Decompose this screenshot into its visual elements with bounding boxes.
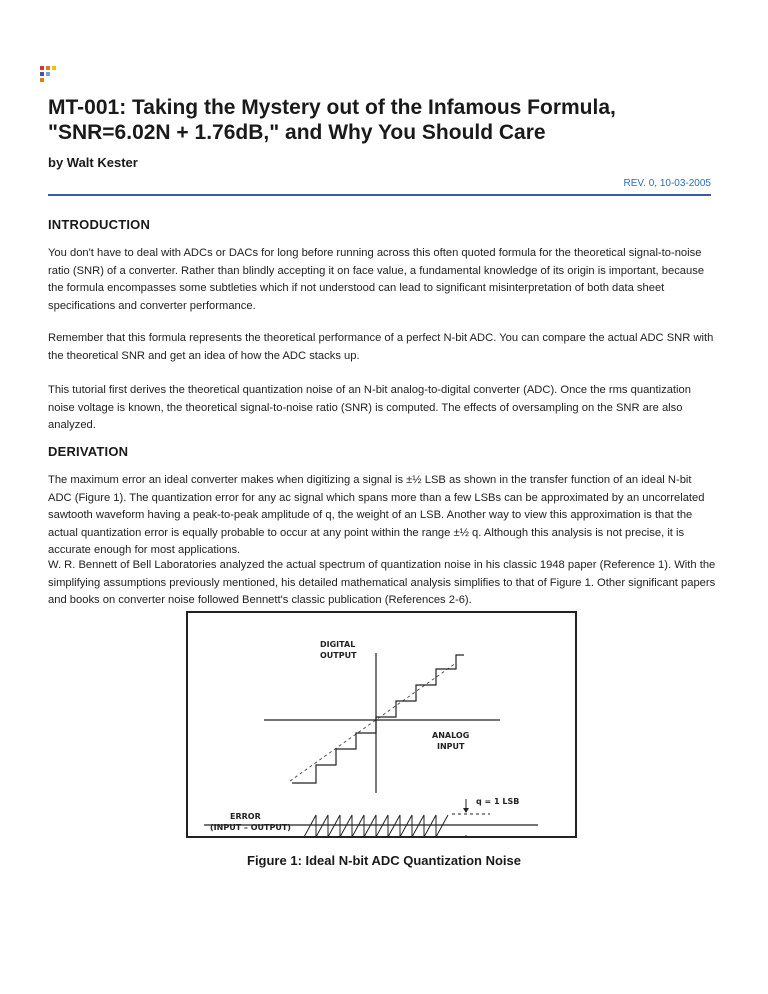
label-error-sub: (INPUT – OUTPUT) bbox=[210, 823, 291, 832]
header-divider bbox=[48, 194, 711, 196]
label-q-lsb: q = 1 LSB bbox=[476, 797, 520, 806]
revision-label: REV. 0, 10-03-2005 bbox=[623, 178, 711, 189]
intro-paragraph-2: Remember that this formula represents the theoretical performance of a perfect N-bit ADC. You can compare the actual ADC SNR with the theoretical SNR and get an idea of how the ADC stacks up. bbox=[48, 332, 714, 362]
label-analog: ANALOG bbox=[432, 731, 470, 740]
staircase-transfer bbox=[292, 655, 464, 783]
figure-1-caption: Figure 1: Ideal N-bit ADC Quantization Noise bbox=[247, 853, 521, 868]
page-title: MT-001: Taking the Mystery out of the Infamous Formula, "SNR=6.02N + 1.76dB," and Why You Should Care bbox=[48, 96, 616, 144]
derivation-paragraph-2: W. R. Bennett of Bell Laboratories analyzed the actual spectrum of quantization noise in his classic 1948 paper (Reference 1). With the simplifying assumptions previously mentioned, his detailed mathematical analysis simplifies to that of Figure 1. Other significant papers and books on converter noise followed Bennett's classic publication (References 2-6). bbox=[48, 559, 716, 606]
q-arrowhead-top bbox=[463, 808, 469, 813]
label-input: INPUT bbox=[437, 742, 465, 751]
introduction-heading: INTRODUCTION bbox=[48, 217, 151, 232]
intro-paragraph-1: You don't have to deal with ADCs or DACs for long before running across this often quoted formula for the theoretical signal-to-noise ratio (SNR) of a converter. Rather than blindly accepting it on face value, a fundamental knowledge of its origin is important, because the formula encompasses some subtleties which if not understood can lead to significant misinterpretation of both data sheet specifications and converter performance. bbox=[48, 247, 705, 312]
adc-transfer-diagram bbox=[188, 613, 575, 836]
analog-devices-logo-icon bbox=[40, 66, 60, 84]
label-digital: DIGITAL bbox=[320, 640, 356, 649]
author-byline: by Walt Kester bbox=[48, 155, 138, 170]
intro-paragraph-3: This tutorial first derives the theoretical quantization noise of an N-bit analog-to-digital converter (ADC). Once the rms quantization noise voltage is known, the theoretical signal-to-noise ratio (SNR) is computed. The effects of oversampling on the SNR are also analyzed. bbox=[48, 384, 691, 431]
figure-1-diagram bbox=[186, 611, 577, 838]
ideal-transfer-line bbox=[290, 663, 456, 781]
label-error: ERROR bbox=[230, 812, 261, 821]
derivation-paragraph-1: The maximum error an ideal converter makes when digitizing a signal is ±½ LSB as shown in the transfer function of an ideal N-bit ADC (Figure 1). The quantization error for any ac signal which spans more than a few LSBs can be approximated by an uncorrelated sawtooth waveform having a peak-to-peak amplitude of q, the weight of an LSB. Another way to view this approximation is that the actual quantization error is equally probable to occur at any point within the range ±½ q. Although this analysis is not precise, it is accurate enough for most applications. bbox=[48, 474, 705, 556]
derivation-heading: DERIVATION bbox=[48, 444, 129, 459]
label-output: OUTPUT bbox=[320, 651, 357, 660]
